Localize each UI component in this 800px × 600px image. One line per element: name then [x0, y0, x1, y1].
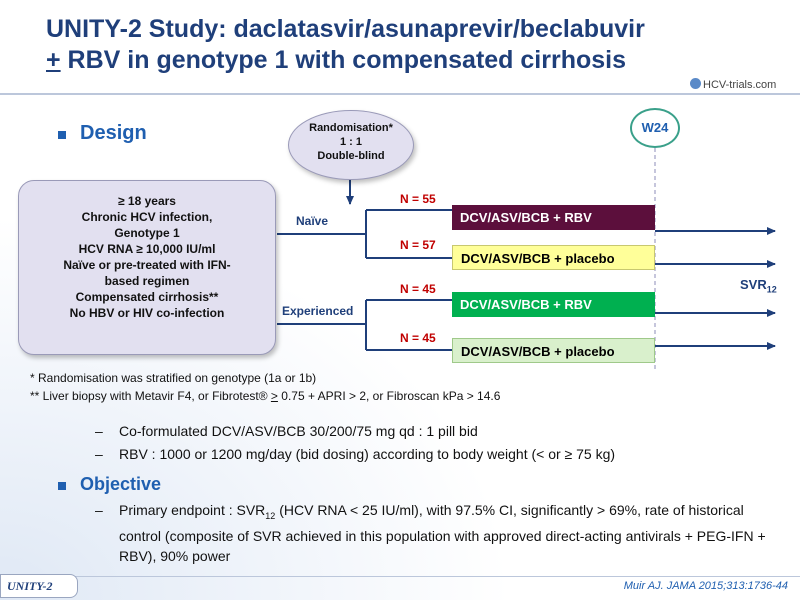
criteria-item: Naïve or pre-treated with IFN-: [63, 258, 231, 272]
svr-text: SVR: [740, 277, 767, 292]
arm-n-label: N = 45: [400, 331, 436, 345]
arm-n-label: N = 45: [400, 282, 436, 296]
experienced-group-label: Experienced: [282, 304, 354, 318]
objective-text-pre: Primary endpoint : SVR: [119, 502, 266, 518]
design-item-coformulation: [95, 421, 779, 441]
study-tag: UNITY-2: [0, 574, 78, 598]
arm-n-label: N = 55: [400, 192, 436, 206]
randomisation-line: Randomisation*: [309, 122, 393, 134]
reference-citation: Muir AJ. JAMA 2015;313:1736-44: [623, 580, 788, 592]
criteria-item: HCV RNA ≥ 10,000 IU/ml: [78, 242, 216, 256]
arm-experienced-rbv: DCV/ASV/BCB + RBV: [452, 292, 655, 317]
title-line-2-text: RBV in genotype 1 with compensated cirrhosis: [60, 46, 627, 74]
dash-bullet: –: [95, 423, 103, 439]
footer-divider: [0, 576, 800, 577]
svr-subscript: 12: [766, 284, 777, 295]
dash-bullet: –: [95, 502, 103, 518]
objective-text-post: (HCV RNA < 25 IU/ml), with 97.5% CI, significantly > 69%, rate of historical control (composite of SVR achieved in this population with approved direct-acting antivirals + PEG-IFN + RBV), 90% power: [119, 502, 766, 564]
arm-experienced-placebo: DCV/ASV/BCB + placebo: [452, 338, 655, 363]
objective-bullet-icon: [58, 482, 66, 490]
objective-text: [119, 500, 779, 566]
design-item-text: RBV : 1000 or 1200 mg/day (bid dosing) according to body weight (< or ≥ 75 kg): [119, 446, 616, 462]
design-item-text: Co-formulated DCV/ASV/BCB 30/200/75 mg qd : 1 pill bid: [119, 423, 478, 439]
design-bullet-icon: [58, 131, 66, 139]
objective-item: [95, 500, 779, 566]
plus-minus-sign: +: [46, 46, 61, 74]
arm-n-label: N = 57: [400, 238, 436, 252]
logo-text: HCV-trials.com: [703, 79, 777, 91]
criteria-item: Genotype 1: [114, 226, 180, 240]
criteria-item: Compensated cirrhosis**: [75, 290, 219, 304]
arm-naive-rbv: DCV/ASV/BCB + RBV: [452, 205, 655, 230]
dash-bullet: –: [95, 446, 103, 462]
criteria-item: ≥ 18 years: [118, 194, 176, 208]
title-line-1: UNITY-2 Study: daclatasvir/asunaprevir/beclabuvir: [46, 15, 645, 43]
inclusion-criteria-box: [18, 180, 276, 355]
design-heading: Design: [80, 122, 147, 144]
footnote-geq-sign: >: [270, 389, 278, 403]
svr12-outcome-label: [740, 277, 777, 295]
footnote-randomisation: * Randomisation was stratified on genotype (1a or 1b): [30, 371, 317, 385]
naive-group-label: Naïve: [296, 214, 329, 228]
objective-svr-subscript: 12: [265, 510, 276, 521]
randomisation-blinding: Double-blind: [317, 150, 385, 162]
footnote-cirrhosis-pre: ** Liver biopsy with Metavir F4, or Fibrotest®: [30, 389, 271, 403]
footnote-cirrhosis: [30, 389, 500, 403]
footnote-cirrhosis-post: 0.75 + APRI > 2, or Fibroscan kPa > 14.6: [277, 389, 501, 403]
design-item-rbv: [95, 444, 779, 464]
criteria-item: based regimen: [104, 274, 190, 288]
week-24-marker: W24: [630, 108, 680, 148]
criteria-item: Chronic HCV infection,: [81, 210, 213, 224]
objective-heading: Objective: [80, 474, 162, 494]
randomisation-ellipse: [288, 110, 414, 180]
arm-naive-placebo: DCV/ASV/BCB + placebo: [452, 245, 655, 270]
criteria-item: No HBV or HIV co-infection: [69, 306, 225, 320]
randomisation-ratio: 1 : 1: [339, 136, 362, 148]
